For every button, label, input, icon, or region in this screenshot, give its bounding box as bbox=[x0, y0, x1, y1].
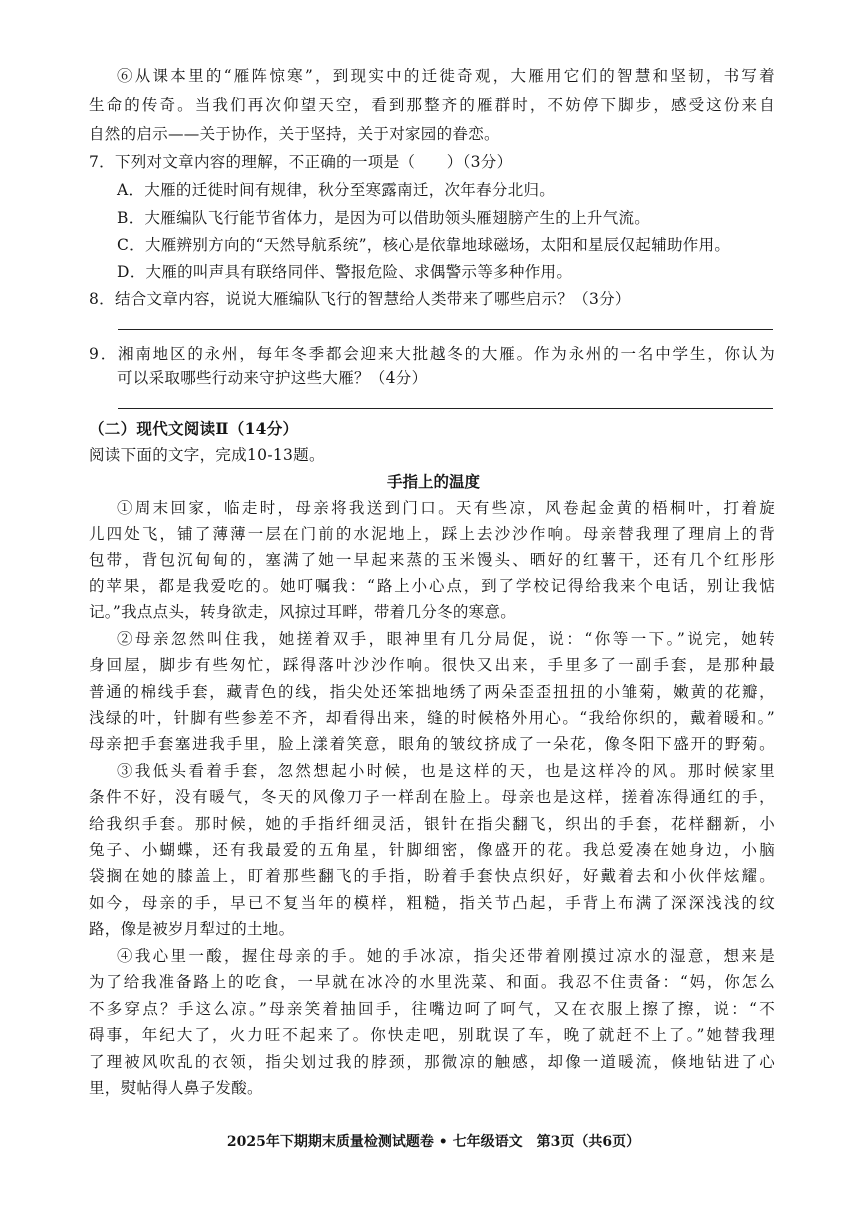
p4-line-4: 碍事，年纪大了，火力旺不起来了。你快走吧，别耽误了车，晚了就赶不上了。”她替我理 bbox=[89, 1026, 775, 1044]
p2-line-4: 浅绿的叶，针脚有些参差不齐，却看得出来，缝的时候格外用心。“我给你织的，戴着暖和。” bbox=[89, 709, 775, 727]
p4-line-6: 里，熨帖得人鼻子发酸。 bbox=[89, 1079, 263, 1097]
intro-line-3: 自然的启示——关于协作，关于坚持，关于对家园的眷恋。 bbox=[89, 125, 500, 143]
section-instruction: 阅读下面的文字，完成10-13题。 bbox=[89, 446, 325, 464]
p1-line-1: ①周末回家，临走时，母亲将我送到门口。天有些凉，风卷起金黄的梧桐叶，打着旋 bbox=[117, 499, 775, 517]
p1-line-5: 记。”我点点头，转身欲走，风掠过耳畔，带着几分冬的寒意。 bbox=[89, 603, 517, 621]
p3-line-4: 兔子、小蝴蝶，还有我最爱的五角星，针脚细密，像盛开的花。我总爱凑在她身边，小脑 bbox=[89, 841, 775, 859]
q9-answer-line[interactable] bbox=[118, 408, 773, 409]
p4-line-1: ④我心里一酸，握住母亲的手。她的手冰凉，指尖还带着刚摸过凉水的湿意，想来是 bbox=[117, 947, 775, 965]
q7-option-a: A．大雁的迁徙时间有规律，秋分至寒露南迁，次年春分北归。 bbox=[117, 181, 556, 199]
q8-stem: 8．结合文章内容，说说大雁编队飞行的智慧给人类带来了哪些启示？（3分） bbox=[89, 290, 631, 308]
p3-line-7: 路，像是被岁月犁过的土地。 bbox=[89, 920, 295, 938]
q7-option-c: C．大雁辨别方向的“天然导航系统”，核心是依靠地球磁场，太阳和星辰仅起辅助作用。 bbox=[117, 236, 731, 254]
section-heading: （二）现代文阅读Ⅱ（14分） bbox=[89, 419, 299, 438]
p4-line-2: 为了给我准备路上的吃食，一早就在冰冷的水里洗菜、和面。我忍不住责备：“妈，你怎么 bbox=[89, 973, 775, 991]
q7-option-d: D．大雁的叫声具有联络同伴、警报危险、求偶警示等多种作用。 bbox=[117, 263, 573, 281]
article-title: 手指上的温度 bbox=[386, 472, 480, 491]
p4-line-3: 不多穿点？手这么凉。”母亲笑着抽回手，往嘴边呵了呵气，又在衣服上擦了擦，说：“不 bbox=[89, 1000, 775, 1018]
p1-line-4: 的苹果，都是我爱吃的。她叮嘱我：“路上小心点，到了学校记得给我来个电话，别让我惦 bbox=[89, 577, 775, 595]
intro-line-2: 生命的传奇。当我们再次仰望天空，看到那整齐的雁群时，不妨停下脚步，感受这份来自 bbox=[89, 96, 775, 114]
p3-line-3: 给我织手套。那时候，她的手指纤细灵活，银针在指尖翻飞，织出的手套，花样翻新，小 bbox=[89, 815, 775, 833]
p3-line-2: 条件不好，没有暖气，冬天的风像刀子一样刮在脸上。母亲也是这样，搓着冻得通红的手， bbox=[89, 788, 775, 806]
p2-line-1: ②母亲忽然叫住我，她搓着双手，眼神里有几分局促，说：“你等一下。”说完，她转 bbox=[117, 630, 775, 648]
q9-line-2: 可以采取哪些行动来守护这些大雁？（4分） bbox=[117, 369, 428, 387]
p1-line-2: 儿四处飞，铺了薄薄一层在门前的水泥地上，踩上去沙沙作响。母亲替我理了理肩上的背 bbox=[89, 525, 775, 543]
p1-line-3: 包带，背包沉甸甸的，塞满了她一早起来蒸的玉米馒头、晒好的红薯干，还有几个红彤彤 bbox=[89, 551, 775, 569]
p3-line-1: ③我低头看着手套，忽然想起小时候，也是这样的天，也是这样冷的风。那时候家里 bbox=[117, 762, 775, 780]
p2-line-3: 普通的棉线手套，藏青色的线，指尖处还笨拙地绣了两朵歪歪扭扭的小雏菊，嫩黄的花瓣， bbox=[89, 683, 775, 701]
p3-line-5: 袋搁在她的膝盖上，盯着那些翻飞的手指，盼着手套快点织好，好戴着去和小伙伴炫耀。 bbox=[89, 867, 775, 885]
q7-option-b: B．大雁编队飞行能节省体力，是因为可以借助领头雁翅膀产生的上升气流。 bbox=[117, 209, 651, 227]
intro-line-1: ⑥从课本里的“雁阵惊寒”，到现实中的迁徙奇观，大雁用它们的智慧和坚韧，书写着 bbox=[117, 67, 775, 85]
p3-line-6: 如今，母亲的手，早已不复当年的模样，粗糙，指关节凸起，手背上布满了深深浅浅的纹 bbox=[89, 894, 775, 912]
p2-line-2: 身回屋，脚步有些匆忙，踩得落叶沙沙作响。很快又出来，手里多了一副手套，是那种最 bbox=[89, 656, 775, 674]
p2-line-5: 母亲把手套塞进我手里，脸上漾着笑意，眼角的皱纹挤成了一朵花，像冬阳下盛开的野菊。 bbox=[89, 735, 775, 753]
q7-stem: 7．下列对文章内容的理解，不正确的一项是（ ）（3分） bbox=[89, 153, 513, 171]
p4-line-5: 了理被风吹乱的衣领，指尖划过我的脖颈，那微凉的触感，却像一道暖流，倏地钻进了心 bbox=[89, 1053, 775, 1071]
q9-line-1: 9．湘南地区的永州，每年冬季都会迎来大批越冬的大雁。作为永州的一名中学生，你认为 bbox=[89, 345, 775, 363]
page-footer: 2025年下期期末质量检测试题卷 • 七年级语文 第3页（共6页） bbox=[226, 1134, 641, 1150]
q8-answer-line[interactable] bbox=[118, 329, 773, 330]
